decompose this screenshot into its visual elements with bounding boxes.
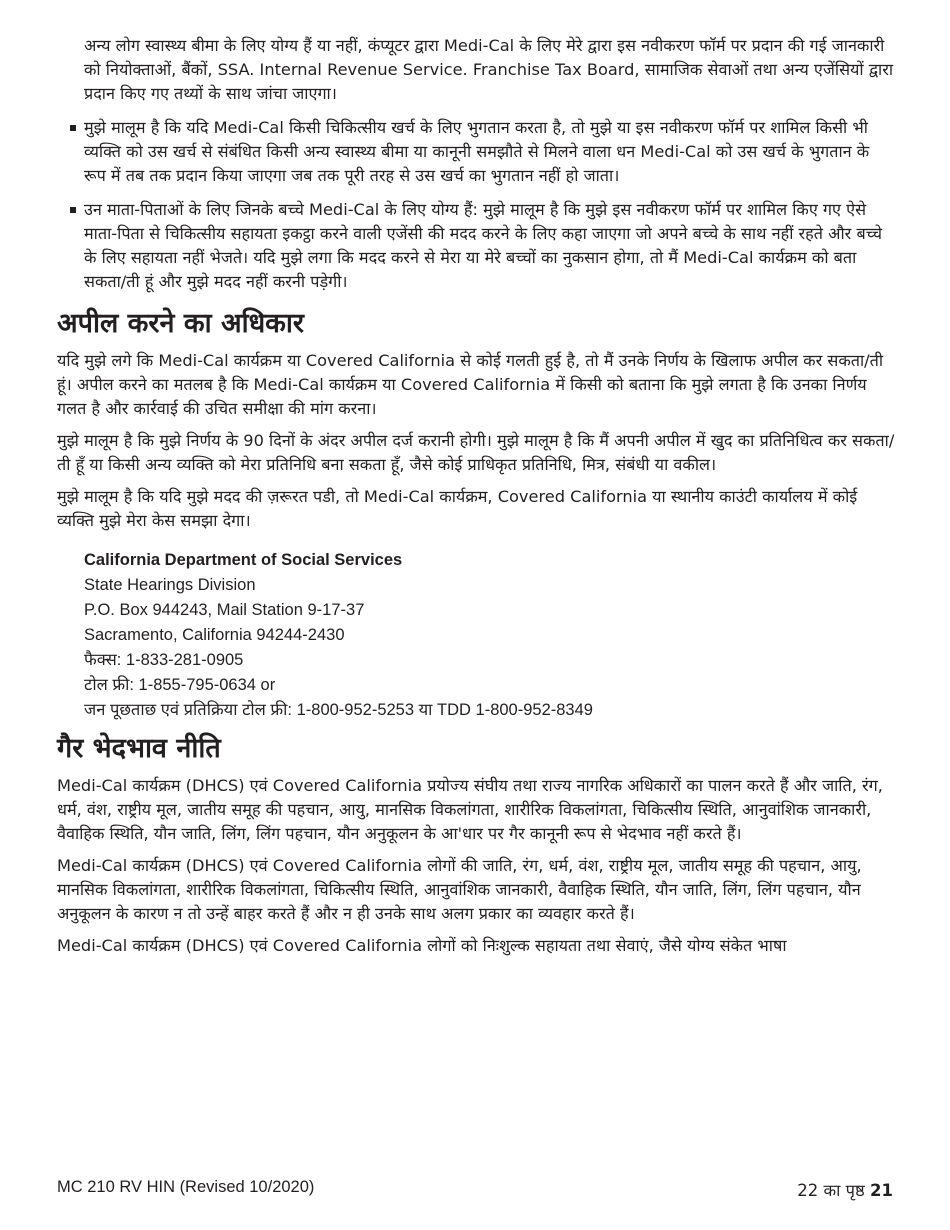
footer-form-id: MC 210 RV HIN (Revised 10/2020) [57,1178,315,1196]
bullet-text: मुझे मालूम है कि यदि Medi-Cal किसी चिकित्सीय खर्च के लिए भुगतान करता है, तो मुझे या इस नवीकरण फॉर्म पर शामिल किसी भी व्यक्ति को उस खर्च से संबंधित किसी अन्य स्वास्थ्य बीमा या कानूनी समझौते से मिलने वाला धन Medi-Cal को उस खर्च के भुगतान के रूप में तब तक प्रदान किया जाएगा जब तक पूरी तरह से उस खर्च का भुगतान नहीं हो जाता। [84,118,870,185]
appeal-heading: अपील करने का अधिकार [57,308,304,339]
footer-page-number: 21 [870,1181,893,1200]
bullet-square-icon [70,207,76,213]
appeal-paragraph: मुझे मालूम है कि यदि मुझे मदद की ज़रूरत पडी, तो Medi-Cal कार्यक्रम, Covered California या स्थानीय काउंटी कार्यालय में कोई व्यक्ति मुझे मेरा केस समझा देगा। [57,487,858,530]
bullet-item [57,198,895,294]
contact-address-block [57,548,895,723]
bullet-square-icon [70,125,76,131]
nondiscrimination-paragraph: Medi-Cal कार्यक्रम (DHCS) एवं Covered California लोगों की जाति, रंग, धर्म, वंश, राष्ट्रीय मूल, जातीय समूह की पहचान, आयु, मानसिक विकलांगता, शारीरिक विकलांगता, चिकित्सीय स्थिति, आनुवांशिक जानकारी, वैवाहिक स्थिति, यौन जाति, लिंग, लिंग पहचान, यौन अनुकूलन के कारण न तो उन्हें बाहर करते हैं और न ही उनके साथ अलग प्रकार का व्यवहार करते हैं। [57,856,862,923]
nondiscrimination-paragraph: Medi-Cal कार्यक्रम (DHCS) एवं Covered California प्रयोज्य संघीय तथा राज्य नागरिक अधिकारों का पालन करते हैं और जाति, रंग, धर्म, वंश, राष्ट्रीय मूल, जातीय समूह की पहचान, आयु, मानसिक विकलांगता, शारीरिक विकलांगता, चिकित्सीय स्थिति, आनुवांशिक जानकारी, वैवाहिक स्थिति, यौन जाति, लिंग, लिंग पहचान, यौन अनुकूलन के आ'धार पर गैर कानूनी रूप से भेदभाव नहीं करते हैं। [57,776,883,843]
address-inquiry-line: जन पूछताछ एवं प्रतिक्रिया टोल फ्री: 1-800-952-5253 या TDD 1-800-952-8349 [84,701,593,719]
appeal-paragraph: यदि मुझे लगे कि Medi-Cal कार्यक्रम या Covered California से कोई गलती हुई है, तो मैं उनके निर्णय के खिलाफ अपील कर सकता/ती हूं। अपील करने का मतलब है कि Medi-Cal कार्यक्रम या Covered California में किसी को बताना कि मुझे लगता है कि उनका निर्णय गलत है और कार्रवाई की उचित समीक्षा की मांग करना। [57,351,884,418]
footer-page-prefix: 22 का पृष्ठ [797,1181,865,1200]
document-page [57,34,895,966]
nondiscrimination-paragraph: Medi-Cal कार्यक्रम (DHCS) एवं Covered California लोगों को निःशुल्क सहायता तथा सेवाएं, जैसे योग्य संकेत भाषा [57,936,787,955]
nondiscrimination-heading: गैर भेदभाव नीति [57,733,221,764]
address-fax: फैक्स: 1-833-281-0905 [84,651,244,669]
address-city: Sacramento, California 94244-2430 [84,626,345,644]
address-organization: California Department of Social Services [84,551,403,569]
bullet-text: उन माता-पिताओं के लिए जिनके बच्चे Medi-Cal के लिए योग्य हैं: मुझे मालूम है कि मुझे इस नवीकरण फॉर्म पर शामिल किए गए ऐसे माता-पिता से चिकित्सीय सहायता इकट्ठा करने वाली एजेंसी की मदद करने के लिए कहा जाएगा जो अपने बच्चे के साथ नहीं रहते और बच्चे के लिए सहायता नहीं भेजते। यदि मुझे लगा कि मदद करने से मेरा या मेरे बच्चों का नुकसान होगा, तो मैं Medi-Cal कार्यक्रम को बता सकता/ती हूं और मुझे मदद नहीं करनी पड़ेगी। [84,200,883,291]
address-division: State Hearings Division [84,576,256,594]
intro-continuation-paragraph: अन्य लोग स्वास्थ्य बीमा के लिए योग्य हैं या नहीं, कंप्यूटर द्वारा Medi-Cal के लिए मेरे द्वारा इस नवीकरण फॉर्म पर प्रदान की गई जानकारी को नियोक्ताओं, बैंकों, SSA. Internal Revenue Service. Franchise Tax Board, सामाजिक सेवाओं तथा अन्य एजेंसियों द्वारा प्रदान किए गए तथ्यों के साथ जांचा जाएगा। [84,36,894,103]
address-po-box: P.O. Box 944243, Mail Station 9-17-37 [84,601,365,619]
address-toll-free: टोल फ्री: 1-855-795-0634 or [84,676,276,694]
appeal-paragraph: मुझे मालूम है कि मुझे निर्णय के 90 दिनों के अंदर अपील दर्ज करानी होगी। मुझे मालूम है कि मैं अपनी अपील में खुद का प्रतिनिधित्व कर सकता/ती हूँ या किसी अन्य व्यक्ति को मेरा प्रतिनिधि बना सकता हूँ, जैसे कोई प्राधिकृत प्रतिनिधि, मित्र, संबंधी या वकील। [57,431,895,474]
footer-page-indicator [797,1178,893,1201]
bullet-item [57,116,895,188]
